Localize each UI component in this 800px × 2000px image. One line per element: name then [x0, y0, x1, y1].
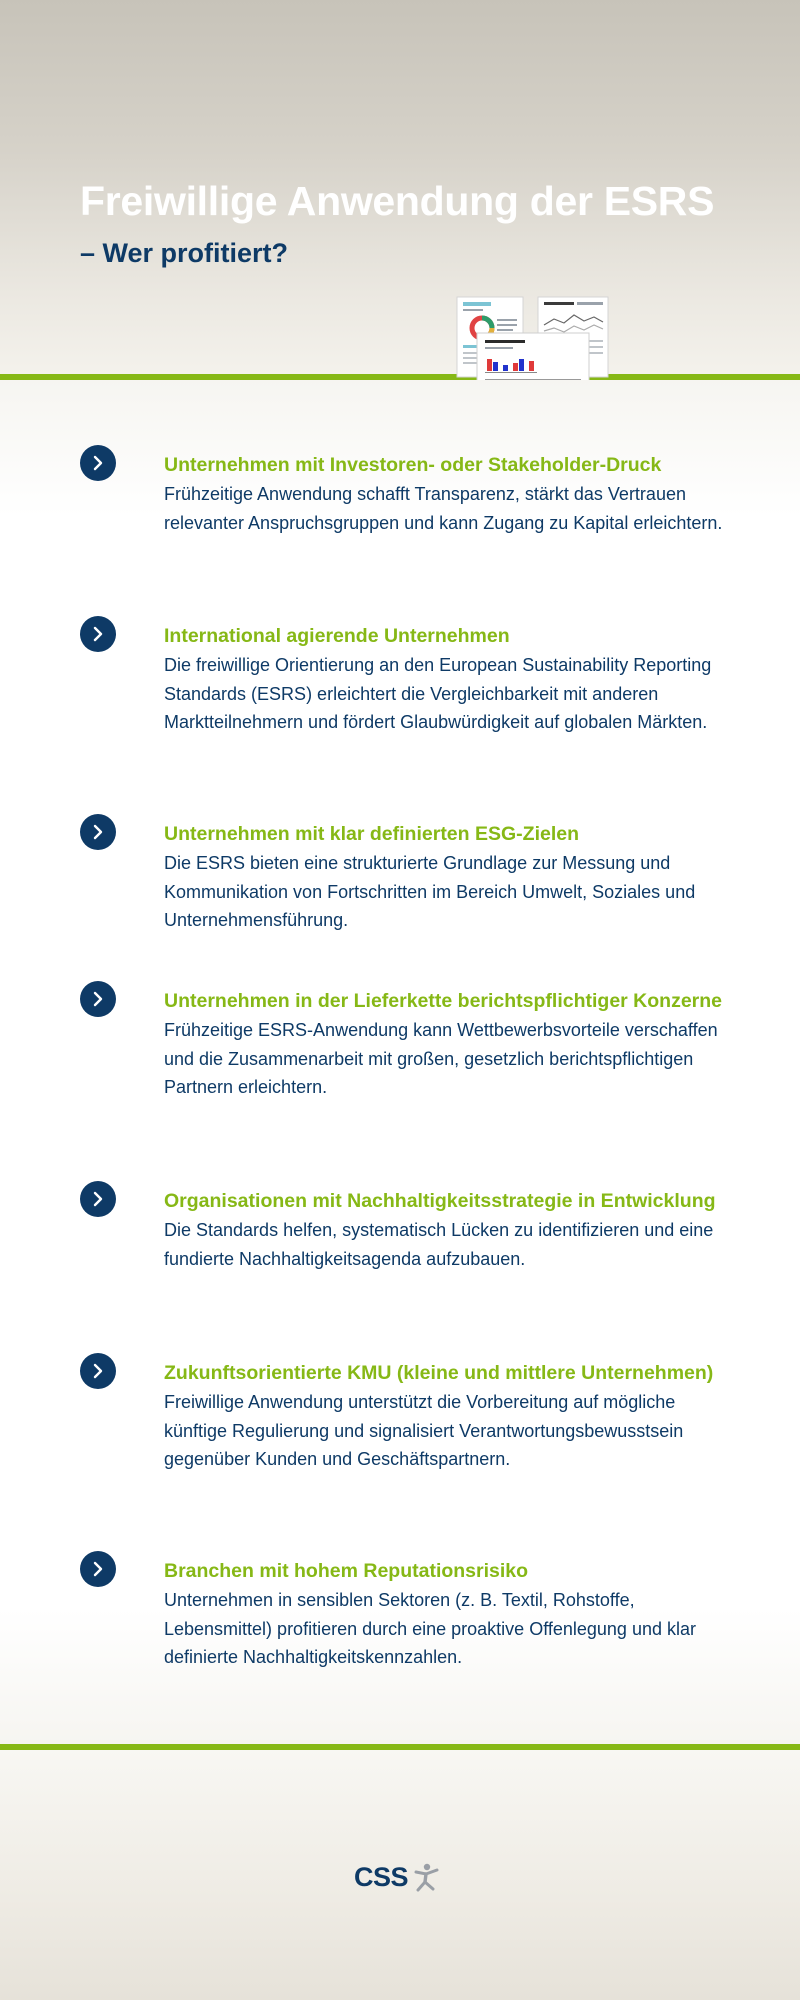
item-text: Die ESRS bieten eine strukturierte Grundlage zur Messung und Kommunikation von Fortschritten im Bereich Umwelt, Soziales und Unternehmensführung. [164, 853, 696, 930]
page-subtitle: – Wer profitiert? [80, 238, 289, 268]
chevron-right-icon [80, 1181, 116, 1217]
item-heading: Zukunftsorientierte KMU (kleine und mittlere Unternehmen) [164, 1362, 714, 1384]
chevron-right-icon [80, 814, 116, 850]
item-heading: Unternehmen mit klar definierten ESG-Zielen [164, 823, 580, 845]
chevron-right-icon [80, 1551, 116, 1587]
css-logo [354, 1860, 442, 1894]
chevron-right-icon [80, 445, 116, 481]
item-heading: Unternehmen in der Lieferkette berichtspflichtiger Konzerne [164, 990, 723, 1012]
item-text: Die freiwillige Orientierung an den European Sustainability Reporting Standards (ESRS) erleichtert die Vergleichbarkeit mit anderen Marktteilnehmern und fördert Glaubwürdigkeit auf globalen Märkten. [164, 655, 712, 732]
item-text: Unternehmen in sensiblen Sektoren (z. B. Textil, Rohstoffe, Lebensmittel) profitieren durch eine proaktive Offenlegung und klar definierte Nachhaltigkeitskennzahlen. [164, 1590, 696, 1667]
item-heading: International agierende Unternehmen [164, 625, 510, 647]
benefit-list [0, 380, 800, 1745]
item-heading: Unternehmen mit Investoren- oder Stakeholder-Druck [164, 454, 662, 476]
logo-text: CSS [354, 1861, 409, 1892]
item-heading: Branchen mit hohem Reputationsrisiko [164, 1560, 529, 1582]
footer [0, 1750, 800, 2000]
header [0, 0, 800, 376]
page-title: Freiwillige Anwendung der ESRS [80, 178, 715, 224]
item-text: Freiwillige Anwendung unterstützt die Vorbereitung auf mögliche künftige Regulierung und signalisiert Verantwortungsbewusstsein gegenüber Kunden und Geschäftspartnern. [164, 1392, 684, 1469]
chevron-right-icon [80, 616, 116, 652]
chevron-right-icon [80, 981, 116, 1017]
figure-icon [410, 1861, 442, 1893]
item-text: Die Standards helfen, systematisch Lücken zu identifizieren und eine fundierte Nachhaltigkeitsagenda aufzubauen. [164, 1220, 714, 1269]
item-text: Frühzeitige Anwendung schafft Transparenz, stärkt das Vertrauen relevanter Anspruchsgruppen und kann Zugang zu Kapital erleichtern. [164, 484, 723, 533]
chevron-right-icon [80, 1353, 116, 1389]
item-heading: Organisationen mit Nachhaltigkeitsstrategie in Entwicklung [164, 1190, 716, 1212]
item-text: Frühzeitige ESRS-Anwendung kann Wettbewerbsvorteile verschaffen und die Zusammenarbeit mit großen, gesetzlich berichtspflichtigen Partnern erleichtern. [164, 1020, 718, 1097]
